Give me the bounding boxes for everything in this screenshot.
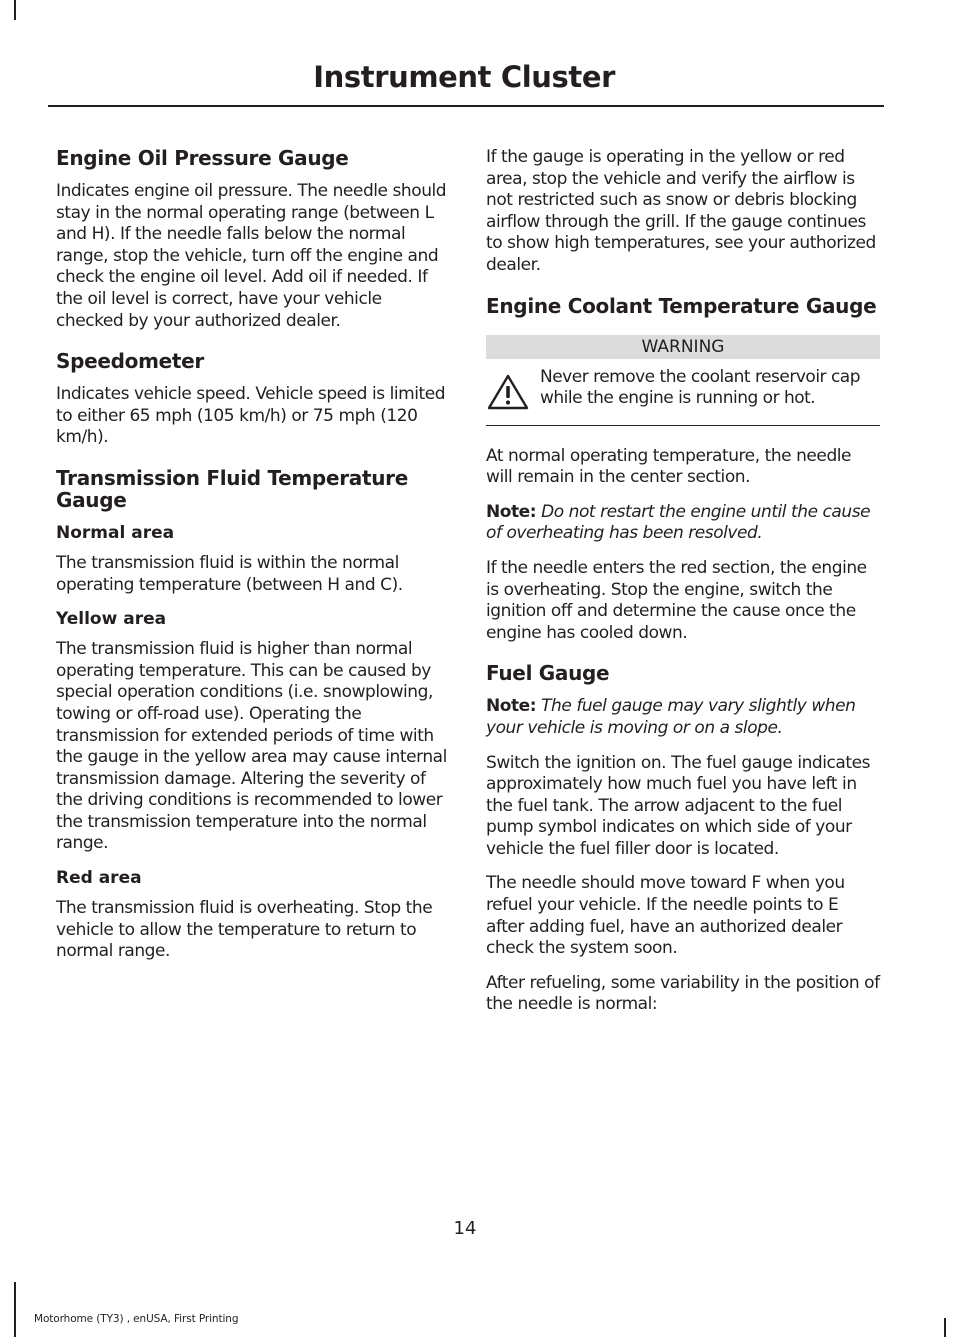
note-label: Note: [486, 696, 537, 717]
coolant-heading: Engine Coolant Temperature Gauge [486, 293, 877, 318]
warning-title: WARNING [486, 335, 880, 359]
speedometer-text: Indicates vehicle speed. Vehicle speed is limited to either 65 mph (105 km/h) or 75 mph (120 km/h). [56, 384, 446, 448]
fuel-gauge-heading: Fuel Gauge [486, 661, 610, 686]
gauge-intro-text: If the gauge is operating in the yellow or red area, stop the vehicle and verify the airflow is not restricted such as snow or debris blocking airflow through the grill. If the gauge continues to show high temperatures, see your authorized dealer. [486, 147, 876, 275]
fuel-text-2: The needle should move toward F when you refuel your vehicle. If the needle points to E after adding fuel, have an authorized dealer check the system soon. [486, 873, 845, 959]
note-label: Note: [486, 501, 537, 522]
crop-mark-bottom-left [14, 1282, 16, 1337]
warning-body [486, 367, 880, 426]
right-column [486, 147, 880, 1029]
fuel-text-3: After refueling, some variability in the position of the needle is normal: [486, 972, 880, 1015]
yellow-area-heading: Yellow area [56, 609, 167, 630]
warning-box [486, 335, 880, 426]
crop-mark-top-left [14, 0, 16, 20]
red-area-text: The transmission fluid is overheating. Stop the vehicle to allow the temperature to return to normal range. [56, 898, 433, 962]
speedometer-heading: Speedometer [56, 349, 204, 374]
page-number: 14 [453, 1218, 477, 1239]
header-divider [48, 105, 884, 107]
warning-triangle-icon [486, 367, 540, 415]
oil-pressure-text: Indicates engine oil pressure. The needle should stay in the normal operating range (between L and H). If the needle falls below the normal range, stop the vehicle, turn off the engine and check the engine oil level. Add oil if needed. If the oil level is correct, have your vehicle checked by your authorized dealer. [56, 181, 447, 331]
normal-area-heading: Normal area [56, 522, 175, 543]
fuel-note [486, 696, 880, 739]
page-title: Instrument Cluster [313, 60, 615, 94]
yellow-area-text: The transmission fluid is higher than normal operating temperature. This can be caused by special operation conditions (i.e. snowplowing, towing or off-road use). Operating the transmission for extended periods of time with the gauge in the yellow area may cause internal transmission damage. Altering the severity of the driving conditions is recommended to lower the transmission temperature into the normal range. [56, 639, 447, 854]
fuel-text-1: Switch the ignition on. The fuel gauge indicates approximately how much fuel you have left in the fuel tank. The arrow adjacent to the fuel pump symbol indicates on which side of your vehicle the fuel filler door is located. [486, 752, 871, 859]
note-text: Do not restart the engine until the cause of overheating has been resolved. [486, 501, 871, 544]
coolant-normal-text: At normal operating temperature, the needle will remain in the center section. [486, 445, 852, 488]
warning-text: Never remove the coolant reservoir cap while the engine is running or hot. [540, 366, 860, 409]
normal-area-text: The transmission fluid is within the normal operating temperature (between H and C). [56, 552, 403, 595]
crop-mark-bottom-right [944, 1318, 946, 1337]
coolant-overheat-text: If the needle enters the red section, the engine is overheating. Stop the engine, switch the ignition off and determine the cause once the engine has cooled down. [486, 557, 867, 643]
oil-pressure-heading: Engine Oil Pressure Gauge [56, 146, 349, 170]
note-text: The fuel gauge may vary slightly when your vehicle is moving or on a slope. [486, 696, 856, 738]
footer-edition: Motorhome (TY3) , enUSA, First Printing [34, 1313, 239, 1325]
coolant-note [486, 502, 880, 545]
transmission-heading: Transmission Fluid Temperature Gauge [56, 465, 408, 512]
red-area-heading: Red area [56, 868, 142, 889]
left-column [56, 147, 448, 976]
